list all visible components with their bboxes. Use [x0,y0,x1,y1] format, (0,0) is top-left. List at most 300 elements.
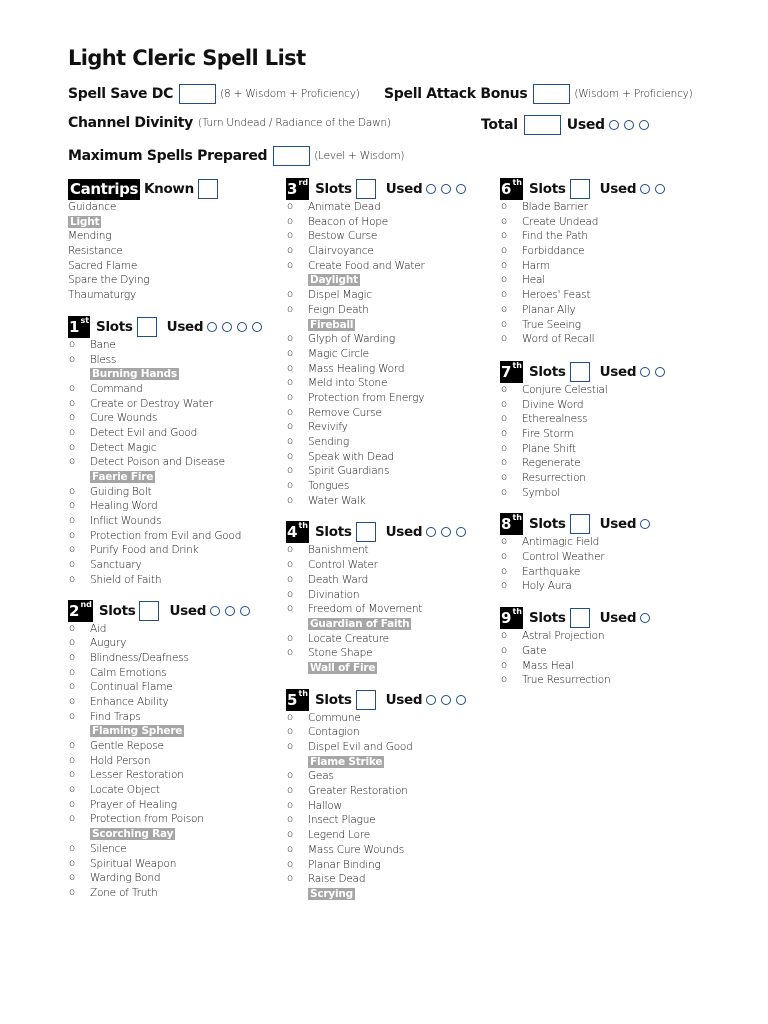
used-circle[interactable] [640,613,650,623]
spell-item [286,740,496,755]
bullet-icon: o [69,754,75,766]
spell-item [68,573,278,588]
used-circle[interactable] [441,527,451,537]
spell-name: Cure Wounds [90,412,158,425]
bullet-icon: o [287,603,293,615]
level-number: 6 [501,180,512,198]
spell-name: Prayer of Healing [90,798,177,811]
bullet-icon: o [69,798,75,810]
spell-name: Feign Death [308,303,369,316]
bullet-icon: o [69,559,75,571]
bullet-icon: o [69,681,75,693]
used-circle[interactable] [426,695,436,705]
level-suffix: nd [80,599,92,609]
bullet-icon: o [69,769,75,781]
spell-item [286,858,496,873]
spell-item [286,362,496,377]
level-8-used-circles [640,519,650,529]
spell-item [500,442,710,457]
bullet-icon: o [287,814,293,826]
spell-name: Guidance [68,201,117,213]
spell-name: Inflict Wounds [90,515,162,528]
level-suffix: th [512,513,522,523]
bullet-icon: o [287,843,293,855]
bullet-icon: o [69,441,75,453]
level-2-slots-input[interactable] [139,601,159,621]
spell-name: Faerie Fire [92,471,154,483]
spell-item [286,828,496,843]
spell-name: True Resurrection [522,674,611,687]
spell-attack-note: (Wisdom + Proficiency) [574,88,693,100]
spell-item [68,812,278,827]
spell-item [500,383,710,398]
bullet-icon: o [501,472,507,483]
level-suffix: th [512,607,522,617]
domain-spell-item [286,887,496,902]
spell-name: Death Ward [308,573,369,586]
spell-name: Fireball [310,318,354,331]
spell-name: Spirit Guardians [308,465,390,478]
bullet-icon: o [501,230,507,242]
cantrip-list [68,200,278,303]
spell-name: Daylight [310,274,358,287]
spell-name: Stone Shape [308,647,373,660]
spell-item [500,644,710,659]
max-prepared-input[interactable] [273,146,310,166]
used-label: Used [599,516,637,533]
spell-item [500,244,710,259]
spell-item [286,602,496,617]
spell-item [286,259,496,274]
spell-item [500,412,710,427]
used-label: Used [599,181,637,197]
spell-item [68,754,278,769]
bullet-icon: o [501,333,507,345]
bullet-icon: o [69,426,75,438]
bullet-icon: o [287,799,293,811]
level-suffix: th [512,360,522,370]
level-3-header [286,178,496,200]
used-circle[interactable] [441,695,451,705]
bullet-icon: o [287,873,293,885]
spell-name: Planar Binding [308,858,381,871]
bullet-icon: o [501,457,507,469]
max-prepared-row [68,146,404,166]
bullet-icon: o [287,421,293,433]
spell-name: Planar Ally [522,303,576,316]
bullet-icon: o [501,289,507,301]
spell-item [286,588,496,603]
bullet-icon: o [69,886,75,898]
spell-name: Gentle Repose [90,740,164,752]
spell-name: Healing Word [90,500,158,513]
domain-spell-item [286,661,496,676]
level-number: 9 [501,609,512,628]
bullet-icon: o [501,565,507,577]
used-label: Used [385,691,423,708]
used-circle[interactable] [456,184,466,194]
level-1-list [68,338,278,588]
spell-item [286,244,496,259]
spell-item [286,632,496,647]
spell-item [68,666,278,681]
level-number: 5 [287,690,298,709]
spell-name: Blade Barrier [522,201,588,213]
bullet-icon: o [501,580,507,592]
used-circle[interactable] [640,519,650,529]
channel-used-label: Used [566,117,605,133]
level-number: 7 [501,362,512,381]
level-7-header [500,361,710,383]
used-label: Used [166,318,204,335]
level-3-slots-input[interactable] [356,179,376,199]
spell-item [68,382,278,397]
bullet-icon: o [287,480,293,492]
bullet-icon: o [287,303,293,315]
spell-name: Protection from Poison [90,813,204,826]
level-5-slots-input[interactable] [356,690,376,710]
bullet-icon: o [69,397,75,409]
spell-name: Antimagic Field [522,536,600,549]
spell-name: Commune [308,711,361,724]
spell-name: Bane [90,338,116,351]
bullet-icon: o [501,551,507,563]
spell-name: Astral Projection [522,630,605,643]
spell-item [68,411,278,426]
bullet-icon: o [287,450,293,462]
used-circle[interactable] [456,695,466,705]
used-circle[interactable] [441,184,451,194]
spell-name: Flame Strike [310,755,383,768]
page-title: Light Cleric Spell List [68,46,306,70]
bullet-icon: o [287,770,293,782]
bullet-icon: o [287,436,293,447]
spell-name: Fire Storm [522,427,574,440]
spell-name: Heroes' Feast [522,289,591,302]
bullet-icon: o [287,362,293,374]
spell-name: Shield of Faith [90,573,162,586]
bullet-icon: o [501,644,507,656]
spell-name: Guiding Bolt [90,485,152,498]
spell-item [500,550,710,565]
used-circle[interactable] [240,606,250,616]
slots-label: Slots [96,318,133,335]
level-6-slots-input[interactable] [570,179,590,199]
spell-name: Banishment [308,544,369,557]
max-prepared-label: Maximum Spells Prepared [68,148,268,164]
spell-name: Word of Recall [522,333,595,346]
spell-item [286,200,496,215]
used-circle[interactable] [456,527,466,537]
level-2-badge [68,600,93,622]
spell-name: Scrying [310,887,353,900]
domain-spell-item [286,617,496,632]
level-7-slots-input[interactable] [570,362,590,382]
bullet-icon: o [69,485,75,497]
spell-item [68,529,278,544]
bullet-icon: o [287,711,293,723]
used-circle[interactable] [222,322,232,332]
level-2-list [68,622,278,901]
level-number: 4 [287,523,298,542]
bullet-icon: o [69,872,75,884]
level-8-slots-input[interactable] [570,514,590,534]
spell-item [286,303,496,318]
bullet-icon: o [501,201,507,212]
level-7-list [500,383,710,501]
used-circle[interactable] [426,184,436,194]
spell-item [500,565,710,580]
spell-item [286,646,496,661]
spell-name: Water Walk [308,494,366,507]
used-circle[interactable] [210,606,220,616]
spell-name: Sanctuary [90,559,142,572]
level-8-badge [500,513,523,535]
spell-item [500,629,710,644]
bullet-icon: o [69,666,75,678]
level-9-list [500,629,710,688]
level-5-header [286,689,496,711]
spell-item [500,398,710,413]
spell-item [286,872,496,887]
spell-name: Meld into Stone [308,377,388,390]
spell-attack-label: Spell Attack Bonus [384,86,528,102]
level-5-list [286,711,496,902]
used-circle[interactable] [640,367,650,377]
bullet-icon: o [69,842,75,854]
spell-save-dc-row [68,84,360,104]
spell-name: Clairvoyance [308,245,374,258]
level-6-badge [500,178,523,200]
bullet-icon: o [501,630,507,642]
spell-item [500,200,710,215]
bullet-icon: o [69,338,75,350]
spell-name: Locate Object [90,784,160,797]
spell-name: Legend Lore [308,829,370,842]
spell-name: Burning Hands [92,368,177,381]
spell-item [500,486,710,501]
bullet-icon: o [69,353,75,365]
bullet-icon: o [287,544,293,556]
spell-item [286,784,496,799]
spell-name: Thaumaturgy [68,289,137,302]
bullet-icon: o [69,784,75,796]
bullet-icon: o [69,382,75,394]
spell-item [286,464,496,479]
level-1-used-circles [207,322,262,332]
used-circle[interactable] [609,120,619,130]
spell-item [286,573,496,588]
spell-item [500,318,710,333]
spell-name: Calm Emotions [90,666,167,679]
used-circle[interactable] [640,184,650,194]
level-number: 8 [501,515,512,534]
level-3-list [286,200,496,508]
spell-item [68,499,278,514]
level-9-badge [500,607,523,629]
spell-item [68,441,278,456]
bullet-icon: o [287,741,293,752]
bullet-icon: o [287,647,293,659]
spell-item [68,558,278,573]
bullet-icon: o [501,427,507,439]
max-prepared-note: (Level + Wisdom) [314,150,405,162]
used-circle[interactable] [225,606,235,616]
bullet-icon: o [287,391,293,403]
level-3-used-circles [426,184,466,194]
slots-label: Slots [98,602,136,619]
spell-item [286,558,496,573]
spell-save-dc-input[interactable] [179,84,216,104]
spell-name: Mass Healing Word [308,362,405,375]
spell-item [286,543,496,558]
used-label: Used [599,610,637,627]
spell-name: Geas [308,770,334,783]
level-suffix: th [298,521,308,531]
level-suffix: th [512,178,522,187]
spell-item [286,391,496,406]
used-circle[interactable] [624,120,634,130]
spell-item [286,406,496,421]
spell-name: Dispel Magic [308,289,372,302]
used-circle[interactable] [237,322,247,332]
used-circle[interactable] [207,322,217,332]
spell-name: Mass Heal [522,659,574,672]
level-9-slots-input[interactable] [570,608,590,628]
spell-item [500,427,710,442]
spell-name: Raise Dead [308,873,366,886]
spell-item [286,799,496,814]
used-circle[interactable] [655,184,665,194]
spell-name: Holy Aura [522,580,572,593]
level-6-used-circles [640,184,665,194]
spell-name: Regenerate [522,457,581,470]
spell-item [286,288,496,303]
spell-name: Enhance Ability [90,695,169,708]
level-7-badge [500,361,523,383]
bullet-icon: o [69,857,75,869]
known-label: Known [143,181,194,197]
bullet-icon: o [287,406,293,418]
column-1 [68,178,278,901]
spell-item [68,200,278,215]
spell-item [68,842,278,857]
used-circle[interactable] [426,527,436,537]
spell-name: Find Traps [90,710,141,723]
bullet-icon: o [69,544,75,556]
spell-name: Freedom of Movement [308,603,423,616]
level-8-list [500,535,710,594]
spell-name: Gate [522,644,547,657]
slots-label: Slots [314,524,352,541]
level-4-used-circles [426,527,466,537]
level-1-slots-input[interactable] [137,317,157,337]
bullet-icon: o [501,674,507,686]
bullet-icon: o [69,695,75,707]
spell-item [68,739,278,754]
level-5-used-circles [426,695,466,705]
spell-item [68,229,278,244]
spell-name: Earthquake [522,565,581,578]
spell-name: Control Weather [522,551,605,564]
spell-name: Aid [90,622,107,635]
spell-name: Warding Bond [90,872,161,885]
spell-item [500,229,710,244]
spell-item [286,479,496,494]
spell-item [500,579,710,594]
bullet-icon: o [287,559,293,571]
spell-name: Divination [308,588,360,601]
spell-item [286,494,496,509]
spell-name: Remove Curse [308,406,382,419]
bullet-icon: o [287,245,293,257]
spell-item [286,215,496,230]
spell-name: Insect Plague [308,814,376,827]
spell-item [286,843,496,858]
spell-name: Tongues [308,480,350,493]
used-circle[interactable] [655,367,665,377]
channel-total-input[interactable] [524,115,561,135]
spell-item [68,886,278,901]
spell-item [500,273,710,288]
level-number: 2 [69,601,80,620]
spell-name: Beacon of Hope [308,215,389,228]
bullet-icon: o [287,215,293,227]
spell-name: Forbiddance [522,245,585,258]
slots-label: Slots [528,363,566,380]
bullet-icon: o [501,274,507,286]
level-4-slots-input[interactable] [356,522,376,542]
bullet-icon: o [69,813,75,825]
bullet-icon: o [287,230,293,242]
cantrips-known-input[interactable] [198,179,218,199]
used-circle[interactable] [252,322,262,332]
bullet-icon: o [287,377,293,389]
spell-name: Light [70,215,100,228]
spell-item [286,711,496,726]
spell-name: Hallow [308,799,342,812]
spell-item [68,353,278,368]
bullet-icon: o [287,494,293,506]
spell-item [68,273,278,288]
bullet-icon: o [69,515,75,527]
spell-name: Continual Flame [90,681,173,694]
spell-item [68,651,278,666]
spell-item [286,229,496,244]
level-2-header [68,600,278,622]
bullet-icon: o [501,442,507,454]
spell-item [500,288,710,303]
used-circle[interactable] [639,120,649,130]
domain-spell-item [68,827,278,842]
spell-item [286,376,496,391]
level-1-badge [68,316,90,338]
used-label: Used [385,181,423,197]
spell-attack-input[interactable] [533,84,570,104]
spell-item [286,347,496,362]
spell-name: Augury [90,637,127,650]
spell-name: Magic Circle [308,347,369,360]
spell-name: Flaming Sphere [92,725,183,738]
spell-item [68,622,278,637]
domain-spell-item [68,470,278,485]
spell-name: Create Food and Water [308,259,425,272]
spell-item [68,397,278,412]
column-3 [500,178,710,688]
spell-save-dc-note: (8 + Wisdom + Proficiency) [220,88,360,100]
level-9-used-circles [640,613,650,623]
bullet-icon: o [69,622,75,634]
